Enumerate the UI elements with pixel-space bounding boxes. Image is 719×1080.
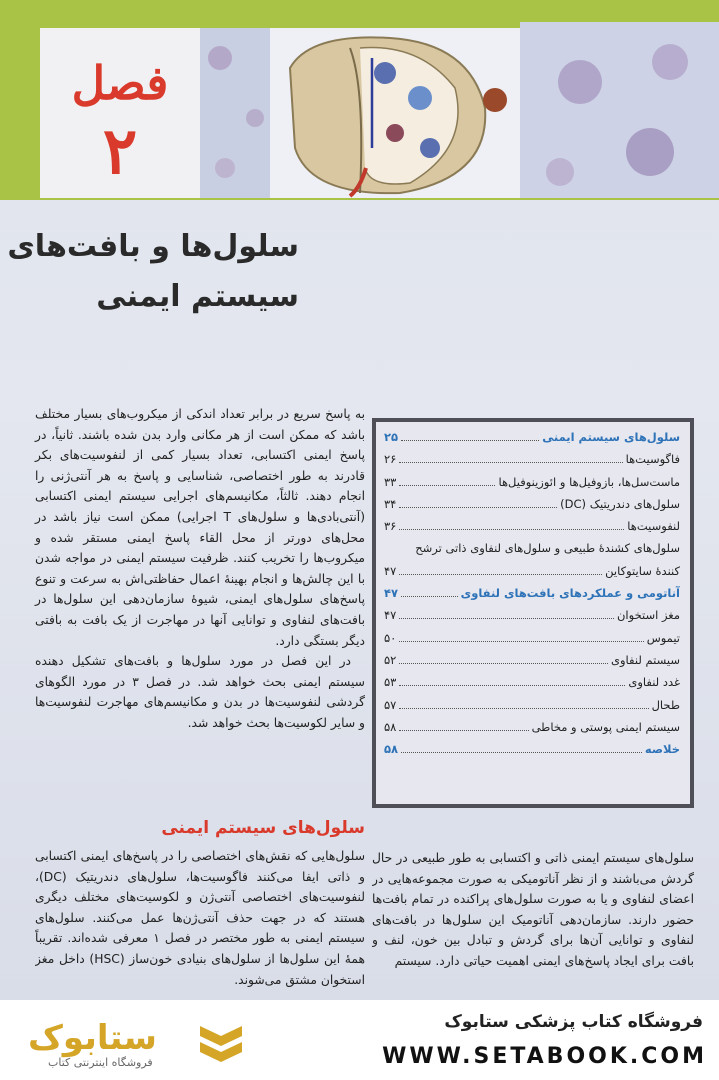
toc-leader-dots <box>399 485 495 486</box>
toc-item-page: ۵۲ <box>384 652 397 667</box>
logo-text: ستابوک <box>28 1018 157 1058</box>
toc-item <box>384 653 680 675</box>
toc-item <box>384 742 680 764</box>
toc-item-title: فاگوسیت‌ها <box>625 452 680 467</box>
toc-item-page: ۲۶ <box>384 452 397 467</box>
logo-subtitle: فروشگاه اینترنتی کتاب <box>48 1056 153 1069</box>
store-url[interactable]: WWW.SETABOOK.COM <box>382 1044 707 1069</box>
intro-paragraph-1: به پاسخ سریع در برابر تعداد اندکی از میکروب‌های بسیار مختلف باشد که ممکن است از هر مکانی وارد بدن شده باشند. ثانیاً، در پاسخ ایمنی اکتسابی، تعداد بسیار کمی از لنفوسیت‌های بکر قادرند به طور اختصاصی، شناسایی و پاسخ به هر آنتی‌ژنی را انجام دهند. ثالثاً، مکانیسم‌های اجرایی سیستم ایمنی اکتسابی (آنتی‌بادی‌ها و سلول‌های T اجرایی) ممکن است نیاز باشد در محل‌های دورتر از محل القاء پاسخ ایمنی مستقر شده و میکروب‌ها را تخریب کنند. ظرفیت سیستم ایمنی در مواجه شدن با این چالش‌ها و انجام بهینهٔ اعمال حفاظتی‌اش به سرعت و تنوع پاسخ‌های سلول‌های ایمنی، شیوهٔ سازمان‌دهی این سلول‌ها در بافت‌های لنفاوی و توانایی آنها در مهاجرت از یک بافت به بافتی دیگر بستگی دارد. <box>35 407 365 648</box>
toc-item-title: سلول‌های کشندهٔ طبیعی و سلول‌های لنفاوی ذاتی ترشح <box>415 541 680 556</box>
toc-leader-dots <box>399 574 602 575</box>
toc-item-title: آناتومی و عملکردهای بافت‌های لنفاوی <box>460 586 680 601</box>
toc-item-page: ۳۶ <box>384 519 397 534</box>
toc-item-title: غدد لنفاوی <box>628 675 680 690</box>
toc-leader-dots <box>399 507 557 508</box>
toc-item-title: ماست‌سل‌ها، بازوفیل‌ها و ائوزینوفیل‌ها <box>498 474 680 489</box>
section-title: سلول‌های سیستم ایمنی <box>161 818 365 838</box>
lymph-node-illustration <box>270 28 522 198</box>
toc-leader-dots <box>399 641 643 642</box>
toc-item-page: ۴۷ <box>384 563 397 578</box>
chapter-word: فصل <box>71 56 169 110</box>
toc-item-title: سلول‌های سیستم ایمنی <box>542 430 680 444</box>
intro-text <box>35 404 365 734</box>
toc-list <box>376 422 690 804</box>
toc-item <box>384 675 680 697</box>
toc-leader-dots <box>401 752 642 753</box>
toc-leader-dots <box>399 529 624 530</box>
toc-item <box>384 564 680 586</box>
toc-item-title: خلاصه <box>644 742 680 757</box>
chapter-box <box>40 28 200 198</box>
logo-chevron-icon <box>196 1022 246 1066</box>
cells-illustration-right <box>520 22 719 198</box>
toc-item <box>384 430 680 452</box>
toc-item-page: ۵۷ <box>384 697 397 712</box>
toc-item-title: طحال <box>651 697 680 712</box>
toc-item <box>384 586 680 608</box>
chapter-number: ۲ <box>102 114 138 189</box>
toc-item-title: سلول‌های دندریتیک (DC) <box>560 496 680 511</box>
toc-item <box>384 608 680 630</box>
toc-leader-dots <box>399 462 622 463</box>
chapter-title-line1: سلول‌ها و بافت‌های <box>7 229 299 264</box>
toc-leader-dots <box>399 708 648 709</box>
toc-item-title: کنندهٔ سایتوکاین <box>605 563 680 578</box>
toc-leader-dots <box>401 596 458 597</box>
right-column-text: سلول‌های سیستم ایمنی ذاتی و اکتسابی به طور طبیعی در حال گردش می‌باشند و از نظر آناتومیکی به صورت مجموعه‌هایی در اعضای لنفاوی و یا به صورت سلول‌های پراکنده در تمام بافت‌ها حضور دارند. سازمان‌دهی آناتومیک این سلول‌ها در بافت‌های لنفاوی و توانایی آن‌ها برای گردش و تبادل بین خون، لنف و بافت برای ایجاد پاسخ‌های ایمنی اهمیت حیاتی دارد. سیستم <box>372 851 694 968</box>
store-name: فروشگاه کتاب پزشکی ستابوک <box>444 1012 703 1032</box>
toc-leader-dots <box>399 663 608 664</box>
cells-illustration-left <box>200 28 280 198</box>
toc-leader-dots <box>399 618 614 619</box>
toc-leader-dots <box>401 440 539 441</box>
toc-item <box>384 631 680 653</box>
toc-item <box>384 541 680 563</box>
toc-item-page: ۵۸ <box>384 719 397 734</box>
toc-item <box>384 497 680 519</box>
chapter-title-line2: سیستم ایمنی <box>96 279 299 314</box>
toc-item-page: ۳۴ <box>384 496 397 511</box>
toc-item <box>384 475 680 497</box>
toc-item-title: سیستم ایمنی پوستی و مخاطی <box>531 719 680 734</box>
toc-item-page: ۵۳ <box>384 675 397 690</box>
footer-banner <box>0 1000 719 1080</box>
section-text: سلول‌هایی که نقش‌های اختصاصی را در پاسخ‌های ایمنی اکتسابی و ذاتی ایفا می‌کنند فاگوسیت‌ها، سلول‌های دندریتیک (DC)، لنفوسیت‌های اختصاصی آنتی‌ژن و لکوسیت‌های مختلف دیگری هستند که در جهت حذف آنتی‌ژن‌ها عمل می‌کنند. سلول‌های سیستم ایمنی به طور مختصر در فصل ۱ معرفی شده‌اند. تقریباً همهٔ این سلول‌ها از سلول‌های بنیادی خون‌ساز (HSC) داخل مغز استخوان مشتق می‌شوند. <box>35 849 365 987</box>
toc-item-page: ۴۷ <box>384 586 399 601</box>
toc-leader-dots <box>399 730 528 731</box>
intro-paragraph-2: در این فصل در مورد سلول‌ها و بافت‌های تشکیل دهنده سیستم ایمنی بحث خواهد شد. در فصل ۳ در مورد الگوهای گردشی لنفوسیت‌ها در بدن و مکانیسم‌های مهاجرت لنفوسیت‌ها و سایر لکوسیت‌ها بحث خواهد شد. <box>35 654 365 730</box>
toc-item <box>384 452 680 474</box>
toc-item <box>384 720 680 742</box>
toc-item <box>384 519 680 541</box>
toc-item-page: ۵۰ <box>384 630 397 645</box>
toc-item-page: ۲۵ <box>384 430 399 444</box>
toc-item-title: لنفوسیت‌ها <box>627 519 680 534</box>
toc-item <box>384 698 680 720</box>
toc-item-page: ۵۸ <box>384 742 399 757</box>
toc-item-title: تیموس <box>646 630 680 645</box>
toc-item-title: مغز استخوان <box>616 608 680 623</box>
toc-leader-dots <box>399 685 625 686</box>
table-of-contents <box>372 418 694 808</box>
toc-item-title: سیستم لنفاوی <box>611 652 680 667</box>
chapter-title <box>0 222 299 322</box>
toc-item-page: ۳۳ <box>384 474 397 489</box>
toc-item-page: ۴۷ <box>384 608 397 623</box>
